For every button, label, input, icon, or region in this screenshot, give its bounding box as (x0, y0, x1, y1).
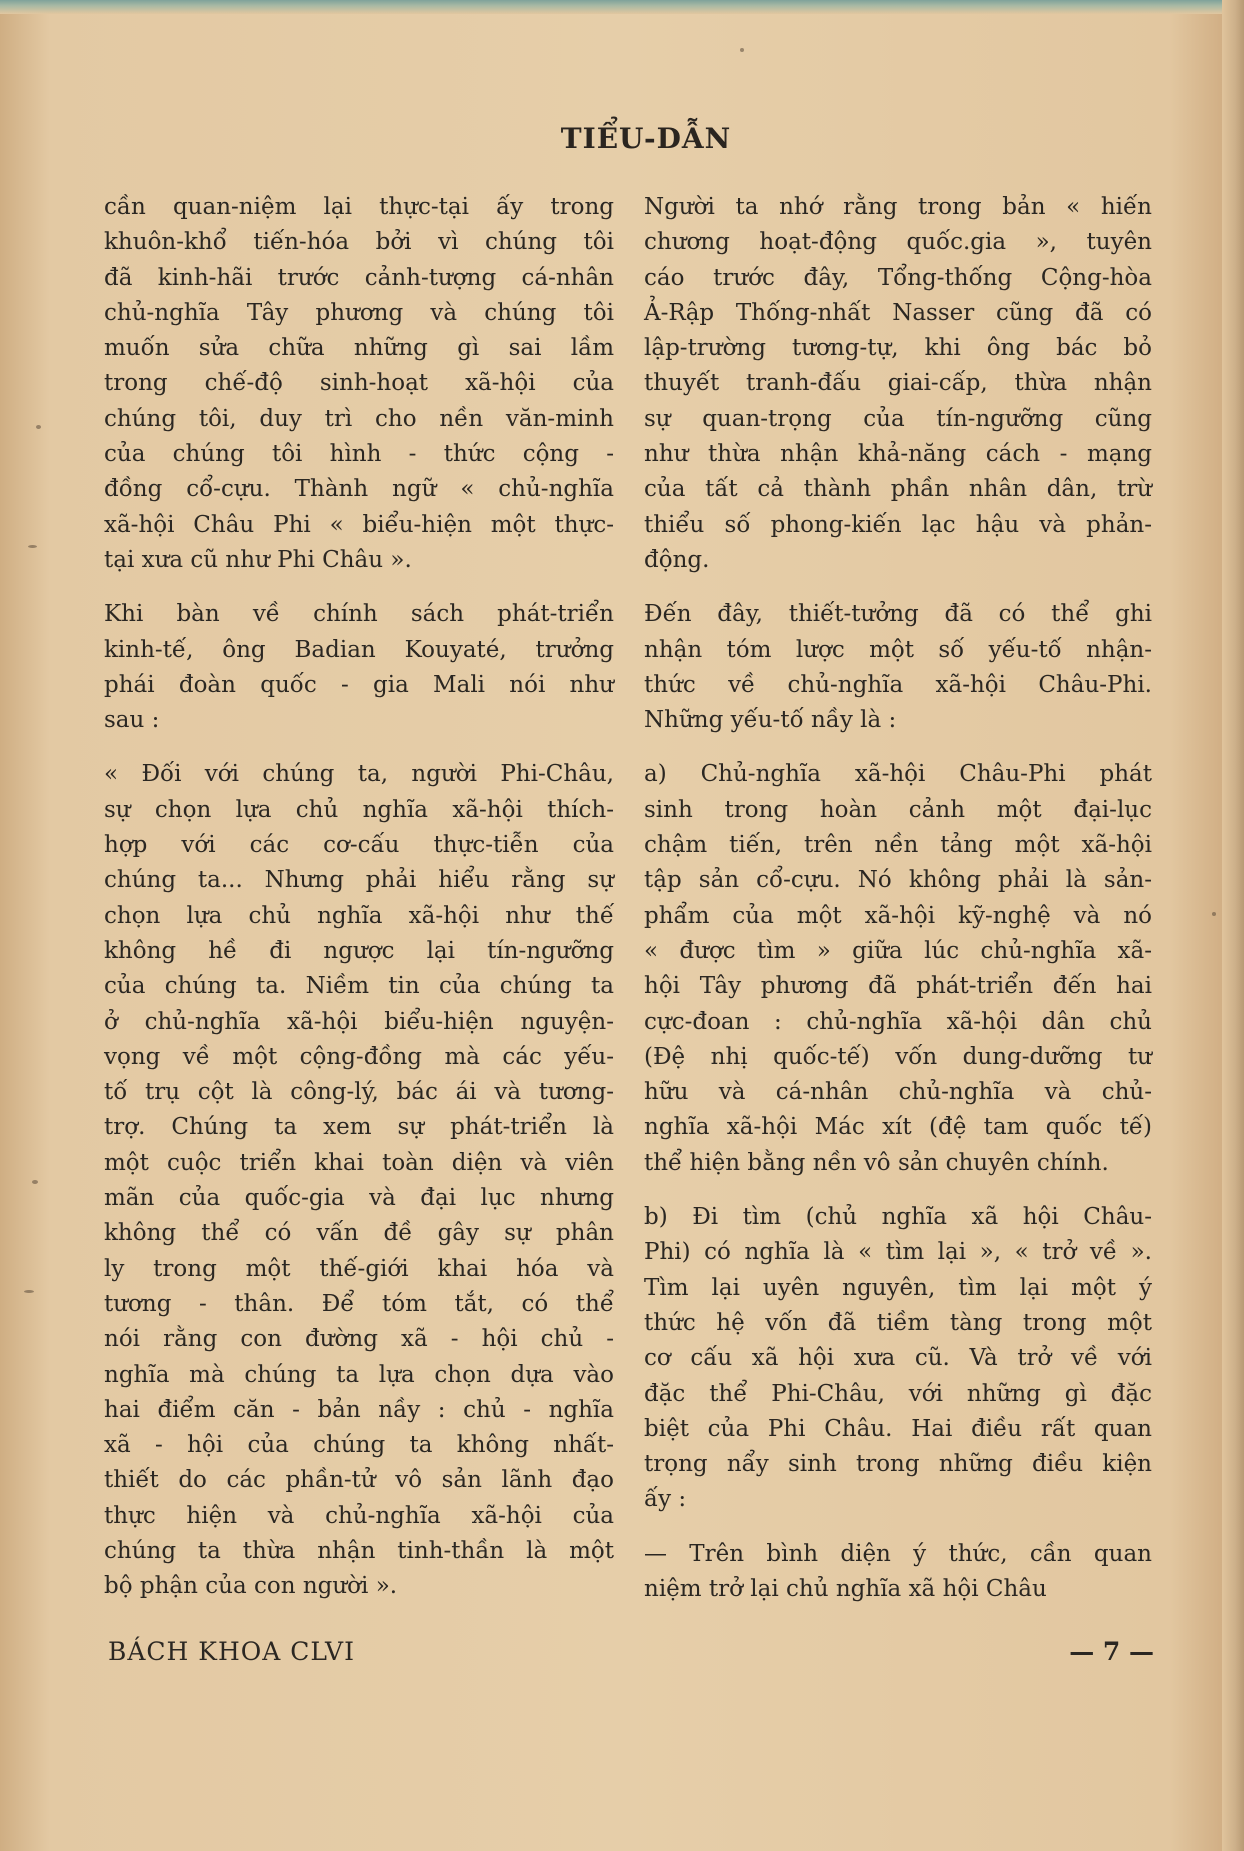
text-line: a) Chủ-nghĩa xã-hội Châu-Phi phát (644, 761, 1152, 788)
text-line: ở chủ-nghĩa xã-hội biểu-hiện nguyện- (104, 1008, 614, 1035)
text-line: như thừa nhận khả-năng cách - mạng (644, 441, 1152, 468)
text-line: tập sản cổ-cựu. Nó không phải là sản- (644, 867, 1152, 894)
text-line: cơ cấu xã hội xưa cũ. Và trở về với (644, 1345, 1152, 1372)
text-line: sinh trong hoàn cảnh một đại-lục (644, 796, 1152, 823)
text-line: niệm trở lại chủ nghĩa xã hội Châu (644, 1575, 1047, 1602)
text-line: chọn lựa chủ nghĩa xã-hội như thế (104, 902, 614, 929)
text-line: ấy : (644, 1486, 687, 1513)
paragraph (644, 1537, 1152, 1608)
text-line: — Trên bình diện ý thức, cần quan (644, 1540, 1152, 1567)
text-line: đồng cổ-cựu. Thành ngữ « chủ-nghĩa (104, 476, 614, 503)
text-line: động. (644, 546, 710, 573)
text-line: nghĩa mà chúng ta lựa chọn dựa vào (104, 1361, 614, 1388)
text-line: một cuộc triển khai toàn diện và viên (104, 1149, 614, 1176)
paper-spot (28, 545, 37, 548)
paper-spot (24, 1290, 34, 1293)
text-line: tại xưa cũ như Phi Châu ». (104, 546, 412, 573)
text-line: hợp với các cơ-cấu thực-tiễn của (104, 832, 614, 859)
text-line: cáo trước đây, Tổng-thống Cộng-hòa (644, 264, 1152, 291)
paper-right-edge (1222, 0, 1244, 1851)
text-line: thể hiện bằng nền vô sản chuyên chính. (644, 1149, 1109, 1176)
text-line: sự chọn lựa chủ nghĩa xã-hội thích- (104, 796, 614, 823)
page-header (0, 122, 1244, 155)
text-line: mãn của quốc-gia và đại lục nhưng (104, 1185, 614, 1212)
text-line: xã-hội Châu Phi « biểu-hiện một thực- (104, 511, 614, 538)
paragraph (644, 190, 1152, 578)
text-line: Người ta nhớ rằng trong bản « hiến (644, 194, 1152, 220)
paper-spot (740, 48, 744, 52)
text-line: sự quan-trọng của tín-ngưỡng cũng (644, 405, 1152, 432)
text-line: chậm tiến, trên nền tảng một xã-hội (644, 832, 1152, 859)
text-line: đặc thể Phi-Châu, với những gì đặc (644, 1380, 1152, 1407)
text-line: chúng ta... Nhưng phải hiểu rằng sự (104, 867, 614, 894)
paper-top-edge (0, 0, 1244, 14)
right-column (644, 190, 1152, 1626)
text-line: thực hiện và chủ-nghĩa xã-hội của (104, 1502, 614, 1529)
text-line: của chúng tôi hình - thức cộng - (104, 441, 614, 468)
page-number: — 7 — (1069, 1637, 1154, 1666)
text-line: bộ phận của con người ». (104, 1573, 398, 1600)
text-line: xã - hội của chúng ta không nhất- (104, 1432, 614, 1459)
text-line: Những yếu-tố nầy là : (644, 707, 897, 734)
text-line: cần quan-niệm lại thực-tại ấy trong (104, 194, 614, 220)
text-line: sau : (104, 707, 160, 734)
text-line: thuyết tranh-đấu giai-cấp, thừa nhận (644, 370, 1152, 397)
text-line: thiểu số phong-kiến lạc hậu và phản- (644, 511, 1152, 538)
text-line: biệt của Phi Châu. Hai điều rất quan (644, 1415, 1152, 1442)
text-line: nghĩa xã-hội Mác xít (đệ tam quốc tế) (644, 1114, 1152, 1141)
paragraph (104, 190, 614, 578)
text-line: phẩm của một xã-hội kỹ-nghệ và nó (644, 902, 1152, 929)
text-line: của chúng ta. Niềm tin của chúng ta (104, 973, 614, 1000)
paper-spot (1212, 912, 1216, 916)
text-line: chúng ta thừa nhận tinh-thần là một (104, 1537, 614, 1564)
text-line: Khi bàn về chính sách phát-triển (104, 601, 614, 628)
text-line: Phi) có nghĩa là « tìm lại », « trở về ». (644, 1239, 1152, 1266)
text-line: hội Tây phương đã phát-triển đến hai (644, 973, 1152, 1000)
section-title: TIỂU-DẪN (560, 122, 732, 155)
paragraph (104, 757, 614, 1604)
text-line: « được tìm » giữa lúc chủ-nghĩa xã- (644, 937, 1152, 964)
text-line: b) Đi tìm (chủ nghĩa xã hội Châu- (644, 1204, 1152, 1231)
text-line: (Đệ nhị quốc-tế) vốn dung-dưỡng tư (644, 1043, 1152, 1070)
text-line: không hề đi ngược lại tín-ngưỡng (104, 937, 614, 964)
text-line: ly trong một thế-giới khai hóa và (104, 1255, 614, 1282)
text-line: trọng nẩy sinh trong những điều kiện (644, 1451, 1152, 1478)
text-line: hữu và cá-nhân chủ-nghĩa và chủ- (644, 1079, 1152, 1106)
text-line: kinh-tế, ông Badian Kouyaté, trưởng (104, 636, 614, 663)
text-line: vọng về một cộng-đồng mà các yếu- (104, 1043, 614, 1070)
text-line: khuôn-khổ tiến-hóa bởi vì chúng tôi (104, 229, 614, 256)
text-line: thiết do các phần-tử vô sản lãnh đạo (104, 1467, 614, 1494)
text-line: Ả-Rập Thống-nhất Nasser cũng đã có (644, 299, 1152, 326)
paragraph (644, 1200, 1152, 1518)
paper-spot (36, 425, 41, 429)
text-line: Đến đây, thiết-tưởng đã có thể ghi (644, 601, 1152, 628)
text-line: hai điểm căn - bản nầy : chủ - nghĩa (104, 1396, 614, 1423)
paper-spot (32, 1180, 38, 1184)
text-line: của tất cả thành phần nhân dân, trừ (644, 476, 1152, 503)
paragraph (104, 597, 614, 738)
text-line: nói rằng con đường xã - hội chủ - (104, 1326, 614, 1353)
paragraph (644, 757, 1152, 1181)
text-line: đã kinh-hãi trước cảnh-tượng cá-nhân (104, 264, 614, 291)
text-line: lập-trường tương-tự, khi ông bác bỏ (644, 335, 1152, 362)
text-line: cực-đoan : chủ-nghĩa xã-hội dân chủ (644, 1008, 1152, 1035)
left-column (104, 190, 614, 1624)
text-line: thức hệ vốn đã tiềm tàng trong một (644, 1309, 1152, 1336)
text-line: không thể có vấn đề gây sự phân (104, 1220, 614, 1247)
text-line: nhận tóm lược một số yếu-tố nhận- (644, 636, 1152, 663)
magazine-name: BÁCH KHOA CLVI (108, 1637, 355, 1666)
text-line: thức về chủ-nghĩa xã-hội Châu-Phi. (644, 671, 1152, 698)
paragraph (644, 597, 1152, 738)
text-line: Tìm lại uyên nguyên, tìm lại một ý (644, 1274, 1152, 1301)
text-line: tố trụ cột là công-lý, bác ái và tương- (104, 1079, 614, 1106)
text-line: trong chế-độ sinh-hoạt xã-hội của (104, 370, 614, 397)
text-line: trợ. Chúng ta xem sự phát-triển là (104, 1114, 614, 1141)
text-line: muốn sửa chữa những gì sai lầm (104, 335, 614, 362)
text-line: chủ-nghĩa Tây phương và chúng tôi (104, 299, 614, 326)
text-line: chúng tôi, duy trì cho nền văn-minh (104, 405, 614, 432)
text-line: chương hoạt-động quốc.gia », tuyên (644, 229, 1152, 256)
text-line: tương - thân. Để tóm tắt, có thể (104, 1290, 614, 1317)
text-line: « Đối với chúng ta, người Phi-Châu, (104, 761, 614, 788)
text-line: phái đoàn quốc - gia Mali nói như (104, 671, 614, 698)
